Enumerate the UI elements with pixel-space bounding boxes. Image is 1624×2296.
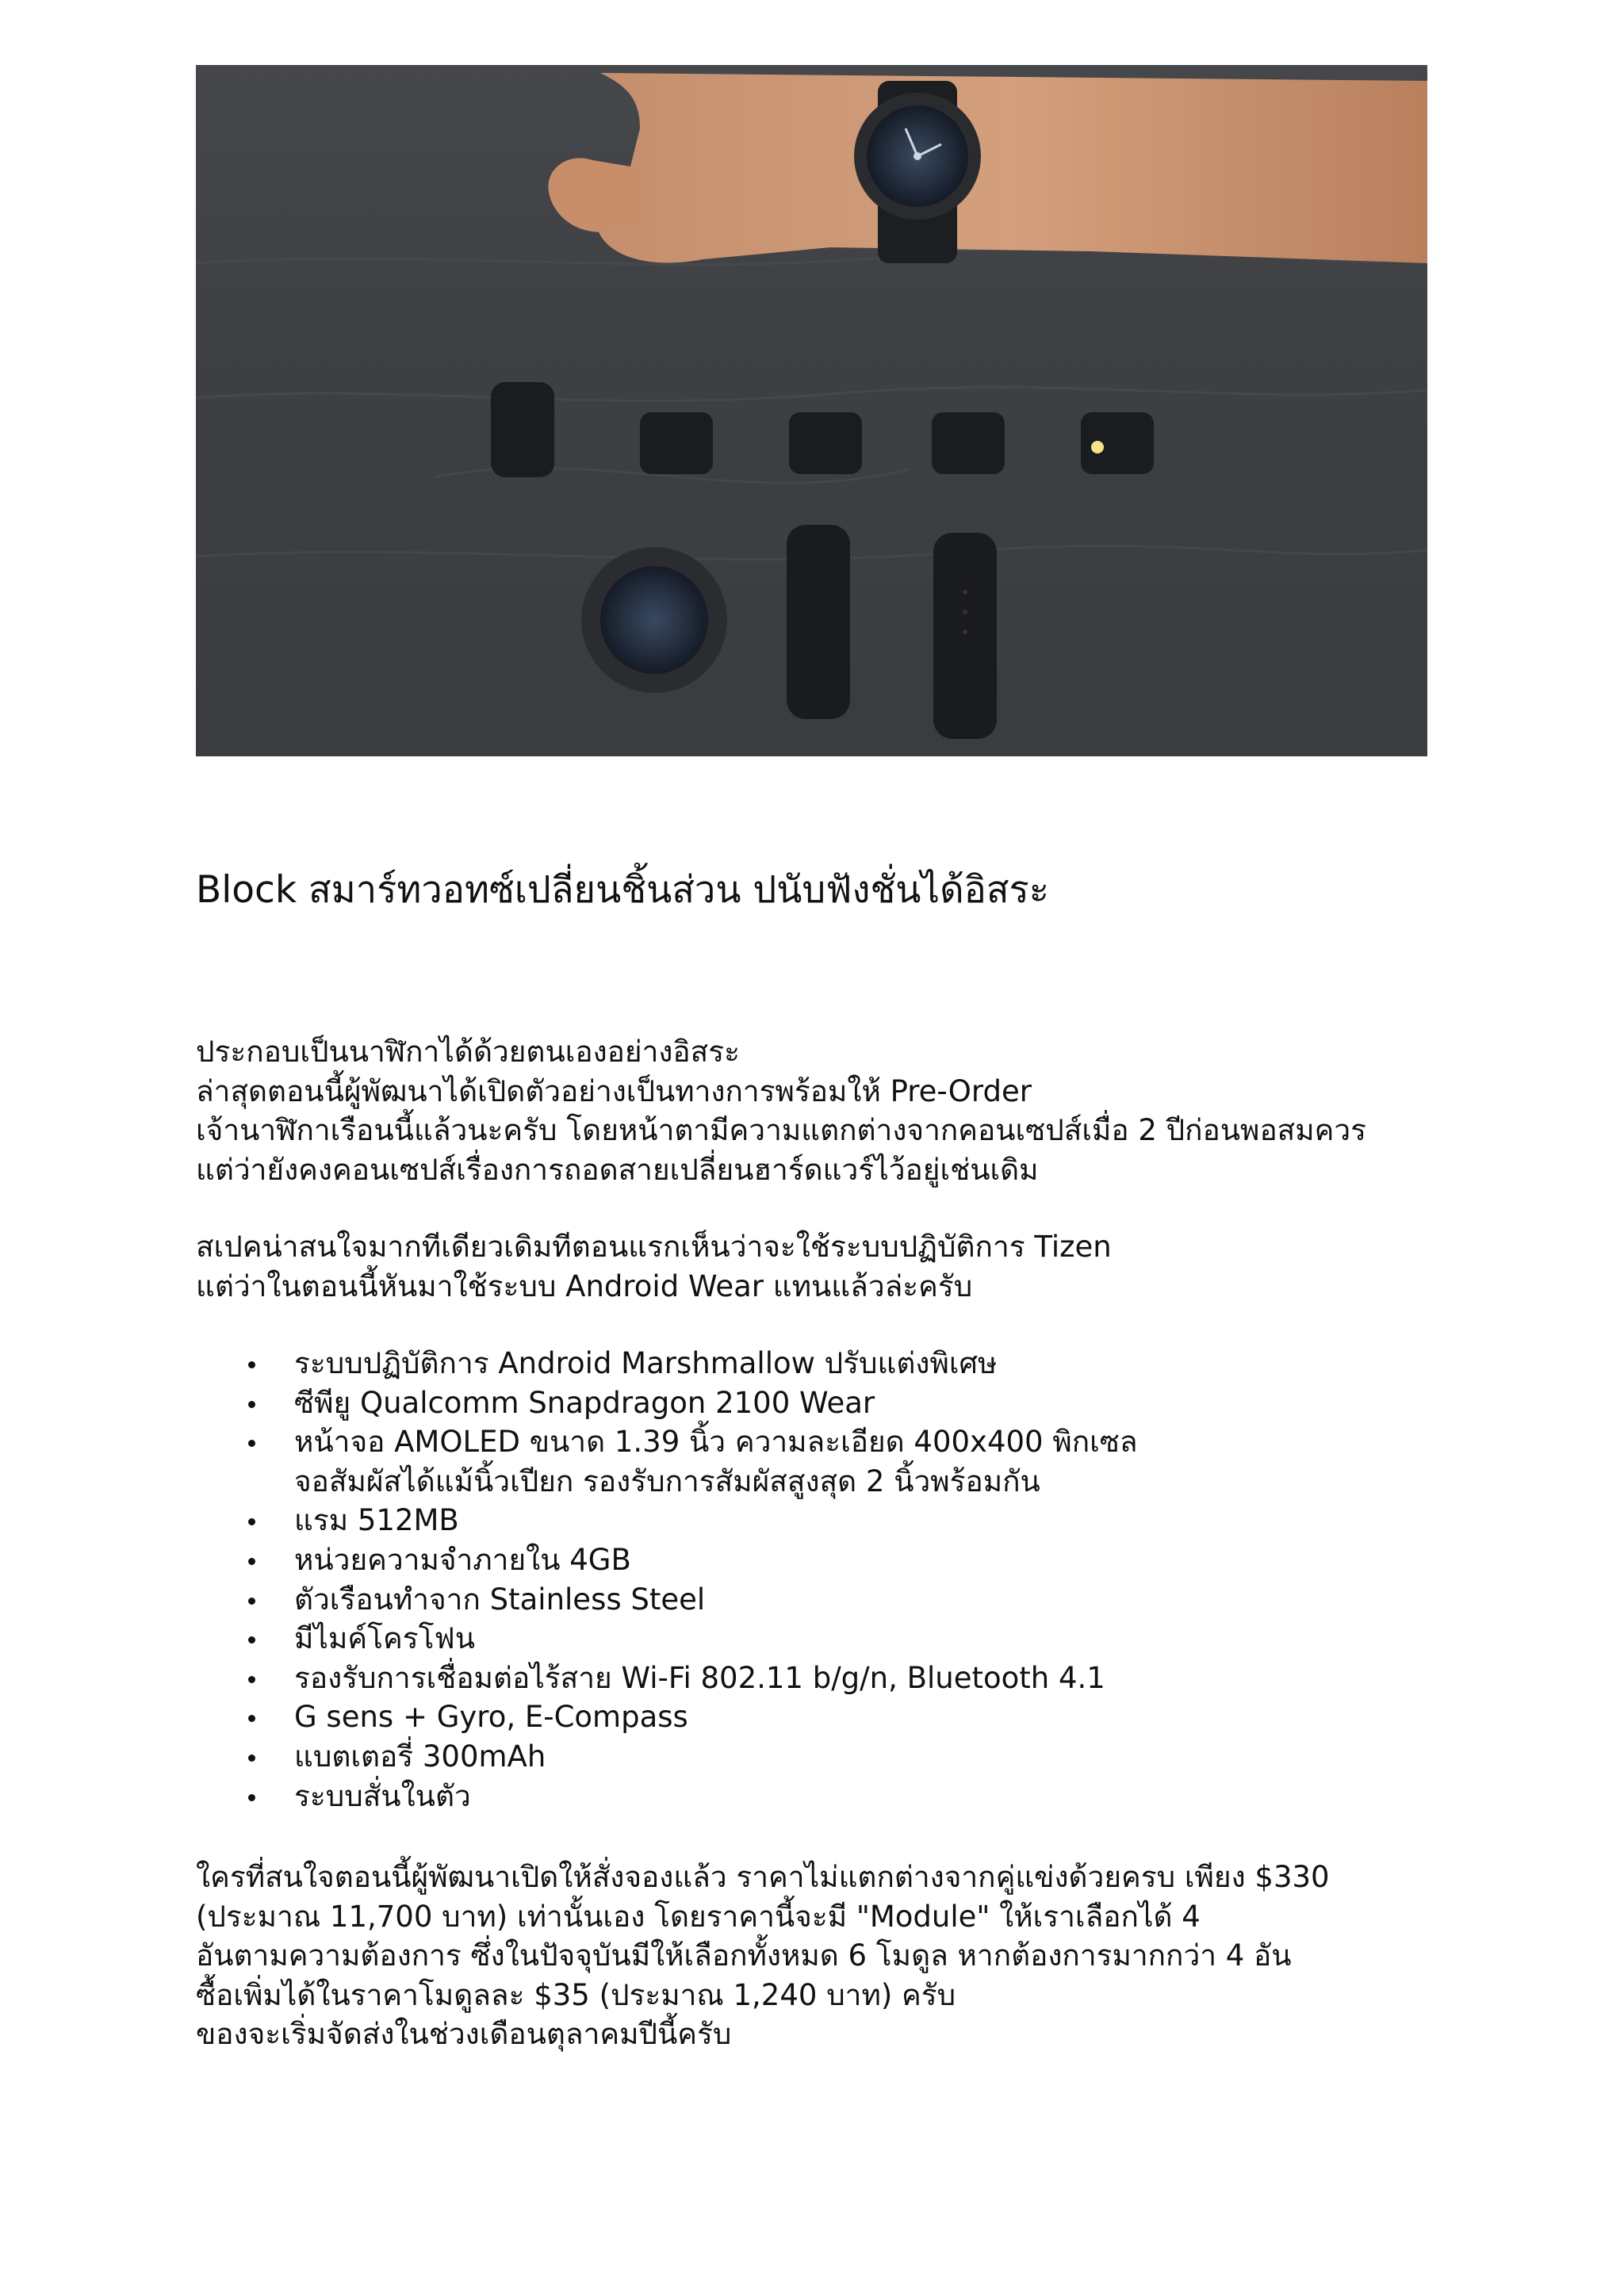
spec-text: หน้าจอ AMOLED ขนาด 1.39 นิ้ว ความละเอียด 400x400 พิกเซล <box>294 1425 1138 1460</box>
spec-intro-line: สเปคน่าสนใจมากทีเดียวเดิมทีตอนแรกเห็นว่าจะใช้ระบบปฏิบัติการ Tizen <box>196 1230 1112 1264</box>
intro-line: ประกอบเป็นนาฬิกาได้ด้วยตนเองอย่างอิสระ <box>196 1035 740 1069</box>
intro-line: แต่ว่ายังคงคอนเซปส์เรื่องการถอดสายเปลี่ยนฮาร์ดแวร์ไว้อยู่เช่นเดิม <box>196 1152 1039 1187</box>
smartwatch-modules-photo-icon <box>196 65 1427 756</box>
spec-text: แรม 512MB <box>294 1503 459 1538</box>
spec-text: แบตเตอรี่ 300mAh <box>294 1739 546 1774</box>
spec-text: ระบบสั่นในตัว <box>294 1778 471 1813</box>
spec-item <box>196 1344 1465 1383</box>
article-title: Block สมาร์ทวอทซ์เปลี่ยนชิ้นส่วน ปนับฟังชั่นได้อิสระ <box>196 868 1049 912</box>
spec-text: หน่วยความจำภายใน 4GB <box>294 1542 631 1577</box>
spec-item <box>196 1580 1465 1620</box>
intro-paragraph <box>196 1032 1496 1189</box>
spec-text: ระบบปฏิบัติการ Android Marshmallow ปรับแต่งพิเศษ <box>294 1346 998 1380</box>
spec-text: G sens + Gyro, E-Compass <box>294 1700 688 1735</box>
spec-item <box>196 1777 1465 1816</box>
spec-item <box>196 1659 1465 1698</box>
outro-line: ซื้อเพิ่มได้ในราคาโมดูลละ $35 (ประมาณ 1,240 บาท) ครับ <box>196 1977 956 2012</box>
outro-line: ใครที่สนใจตอนนี้ผู้พัฒนาเปิดให้สั่งจองแล้ว ราคาไม่แตกต่างจากคู่แข่งด้วยครบ เพียง $330 <box>196 1860 1330 1894</box>
outro-line: ของจะเริ่มจัดส่งในช่วงเดือนตุลาคมปีนี้ครับ <box>196 2017 732 2052</box>
spec-text: ตัวเรือนทำจาก Stainless Steel <box>294 1582 706 1617</box>
intro-line: ล่าสุดตอนนี้ผู้พัฒนาได้เปิดตัวอย่างเป็นทางการพร้อมให้ Pre-Order <box>196 1073 1032 1108</box>
spec-intro-paragraph <box>196 1227 1496 1306</box>
outro-line: อันตามความต้องการ ซึ่งในปัจจุบันมีให้เลือกทั้งหมด 6 โมดูล หากต้องการมากกว่า 4 อัน <box>196 1938 1292 1973</box>
intro-line: เจ้านาฬิกาเรือนนี้แล้วนะครับ โดยหน้าตามีความแตกต่างจากคอนเซปส์เมื่อ 2 ปีก่อนพอสมควร <box>196 1113 1367 1148</box>
spec-item <box>196 1540 1465 1580</box>
outro-paragraph <box>196 1858 1496 2054</box>
spec-text: ซีพียู Qualcomm Snapdragon 2100 Wear <box>294 1385 875 1420</box>
spec-item <box>196 1737 1465 1777</box>
spec-item <box>196 1501 1465 1540</box>
spec-intro-line: แต่ว่าในตอนนี้หันมาใช้ระบบ Android Wear แทนแล้วล่ะครับ <box>196 1269 973 1303</box>
spec-text-continued: จอสัมผัสได้แม้นิ้วเปียก รองรับการสัมผัสสูงสุด 2 นิ้วพร้อมกัน <box>294 1464 1040 1498</box>
spec-list <box>196 1344 1465 1816</box>
spec-text: รองรับการเชื่อมต่อไร้สาย Wi-Fi 802.11 b/g/n, Bluetooth 4.1 <box>294 1660 1105 1695</box>
spec-text: มีไมค์โครโฟน <box>294 1621 475 1656</box>
spec-item <box>196 1697 1465 1737</box>
hero-photo <box>196 65 1427 756</box>
spec-item <box>196 1422 1465 1501</box>
spec-item <box>196 1383 1465 1423</box>
spec-item <box>196 1619 1465 1659</box>
outro-line: (ประมาณ 11,700 บาท) เท่านั้นเอง โดยราคานี้จะมี "Module" ให้เราเลือกได้ 4 <box>196 1899 1201 1934</box>
